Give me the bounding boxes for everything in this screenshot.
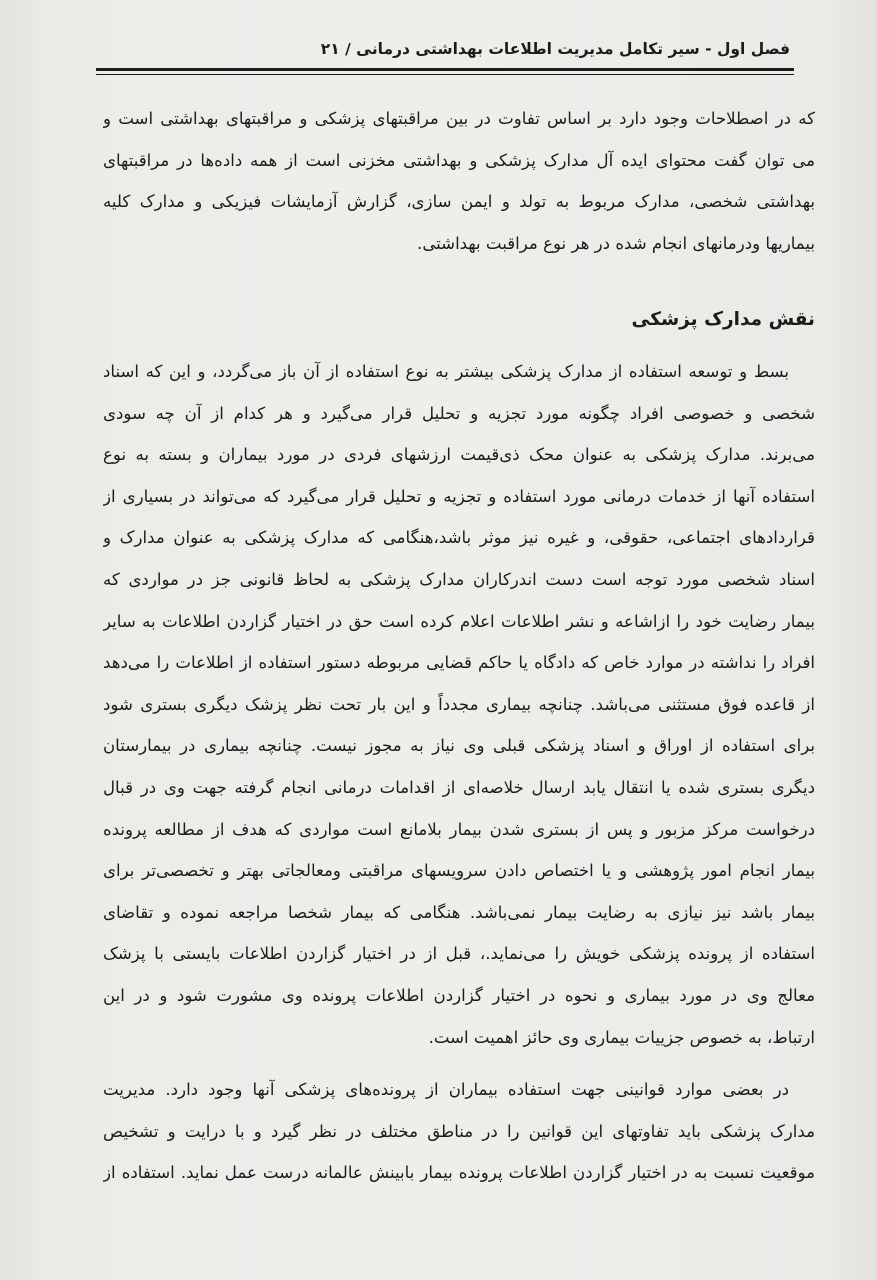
text-line: استفاده از پرونده پزشکی خویش را می‌نماید.، قبل از در اختیار گزاردن اطلاعات بایستی با پزشک [103, 944, 815, 964]
final-paragraph [103, 1069, 815, 1194]
text-line: از قاعده فوق مستثنی می‌باشد. چنانچه بیماری مجدداً و این بار تحت نظر پزشک دیگری بستری شود [103, 694, 815, 714]
text-line: بیمار رضایت خود را ازاشاعه و نشر اطلاعات اعلام کرده است حق در اختیار گزاردن اطلاعات به سایر [103, 611, 815, 631]
text-line: برای استفاده از اوراق و اسناد پزشکی قبلی وی نیاز به مجوز نیست. چنانچه بیماری در بیمارستان [103, 736, 815, 756]
text-line: افراد را نداشته در موارد خاص که دادگاه یا حاکم قضایی مربوطه دستور استفاده از اطلاعات را می‌دهد [103, 653, 815, 673]
header-rule-thick [96, 68, 794, 71]
text-line: موقعیت نسبت به در اختیار گزاردن اطلاعات پرونده بیمار بابینش عالمانه درست عمل نماید. استفاده از [103, 1163, 815, 1183]
text-line: بیماریها ودرمانهای انجام شده در هر نوع مراقبت بهداشتی. [417, 233, 815, 253]
text-line: قراردادهای اجتماعی، حقوقی، و غیره نیز موثر باشد،هنگامی که مدارک پزشکی به عنوان مدارک و [103, 528, 815, 548]
text-line: دیگری بستری شده یا انتقال یابد ارسال خلاصه‌ای از اقدامات درمانی انجام گرفته جهت وی در قبال [103, 777, 815, 797]
text-line: می توان گفت محتوای ایده آل مدارک پزشکی و بهداشتی مخزنی است از همه داده‌ها در مراقبتهای [103, 150, 815, 170]
section-paragraph [103, 351, 815, 1058]
text-line: بهداشتی شخصی، مدارک مربوط به تولد و ایمن سازی، گزارش آزمایشات فیزیکی و مدارک کلیه [103, 192, 815, 212]
text-line: استفاده آنها از خدمات درمانی مورد استفاده و تجزیه و تحلیل قرار می‌گیرد که می‌تواند در بسیاری از [103, 486, 815, 506]
text-line: ارتباط، به خصوص جزییات بیماری وی حائز اهمیت است. [428, 1027, 815, 1047]
text-line: مدارک پزشکی باید تفاوتهای این قوانین را در مناطق مختلف در نظر گیرد و با درایت و تشخیص [103, 1121, 815, 1141]
text-line: که در اصطلاحات وجود دارد بر اساس تفاوت در بین مراقبتهای پزشکی و مراقبتهای بهداشتی است و [103, 109, 815, 128]
text-line: اسناد شخصی مورد توجه است دست اندرکاران مدارک پزشکی به لحاظ قانونی جز در مواردی که [103, 569, 815, 589]
text-line: درخواست مرکز مزبور و پس از بستری شدن بیمار بلامانع است مواردی که هدف از مطالعه پرونده [103, 819, 815, 839]
text-line: بیمار باشد نیز نیازی به رضایت بیمار نمی‌باشد. هنگامی که بیمار شخصا مراجعه نموده و تقاضای [103, 902, 815, 922]
text-line: بسط و توسعه استفاده از مدارک پزشکی بیشتر به نوع استفاده از آن باز می‌گردد، و این که اسناد [103, 362, 789, 381]
running-head: فصل اول - سیر تکامل مدیریت اطلاعات بهداشتی درمانی / ۲۱ [320, 40, 790, 58]
intro-paragraph [103, 98, 815, 264]
section-heading: نقش مدارک پزشکی [631, 309, 815, 330]
text-line: شخصی و خصوصی افراد چگونه مورد تجزیه و تحلیل قرار می‌گیرد و هر کدام از آن چه سودی [103, 403, 815, 423]
text-line: بیمار انجام امور پژوهشی و یا اختصاص دادن سرویسهای مراقبتی ومعالجاتی بهتر و تخصصی‌تر برای [103, 861, 815, 881]
text-line: معالج وی در مورد بیماری و نحوه در اختیار گزاردن اطلاعات پرونده وی مشورت شود و در این [103, 985, 815, 1005]
header-rule-thin [96, 74, 794, 75]
text-line: در بعضی موارد قوانینی جهت استفاده بیماران از پرونده‌های پزشکی آنها وجود دارد. مدیریت [103, 1080, 789, 1099]
text-line: می‌برند. مدارک پزشکی به عنوان محک ذی‌قیمت ارزشهای فردی در مورد بیماران و بسته به نوع [103, 445, 815, 465]
